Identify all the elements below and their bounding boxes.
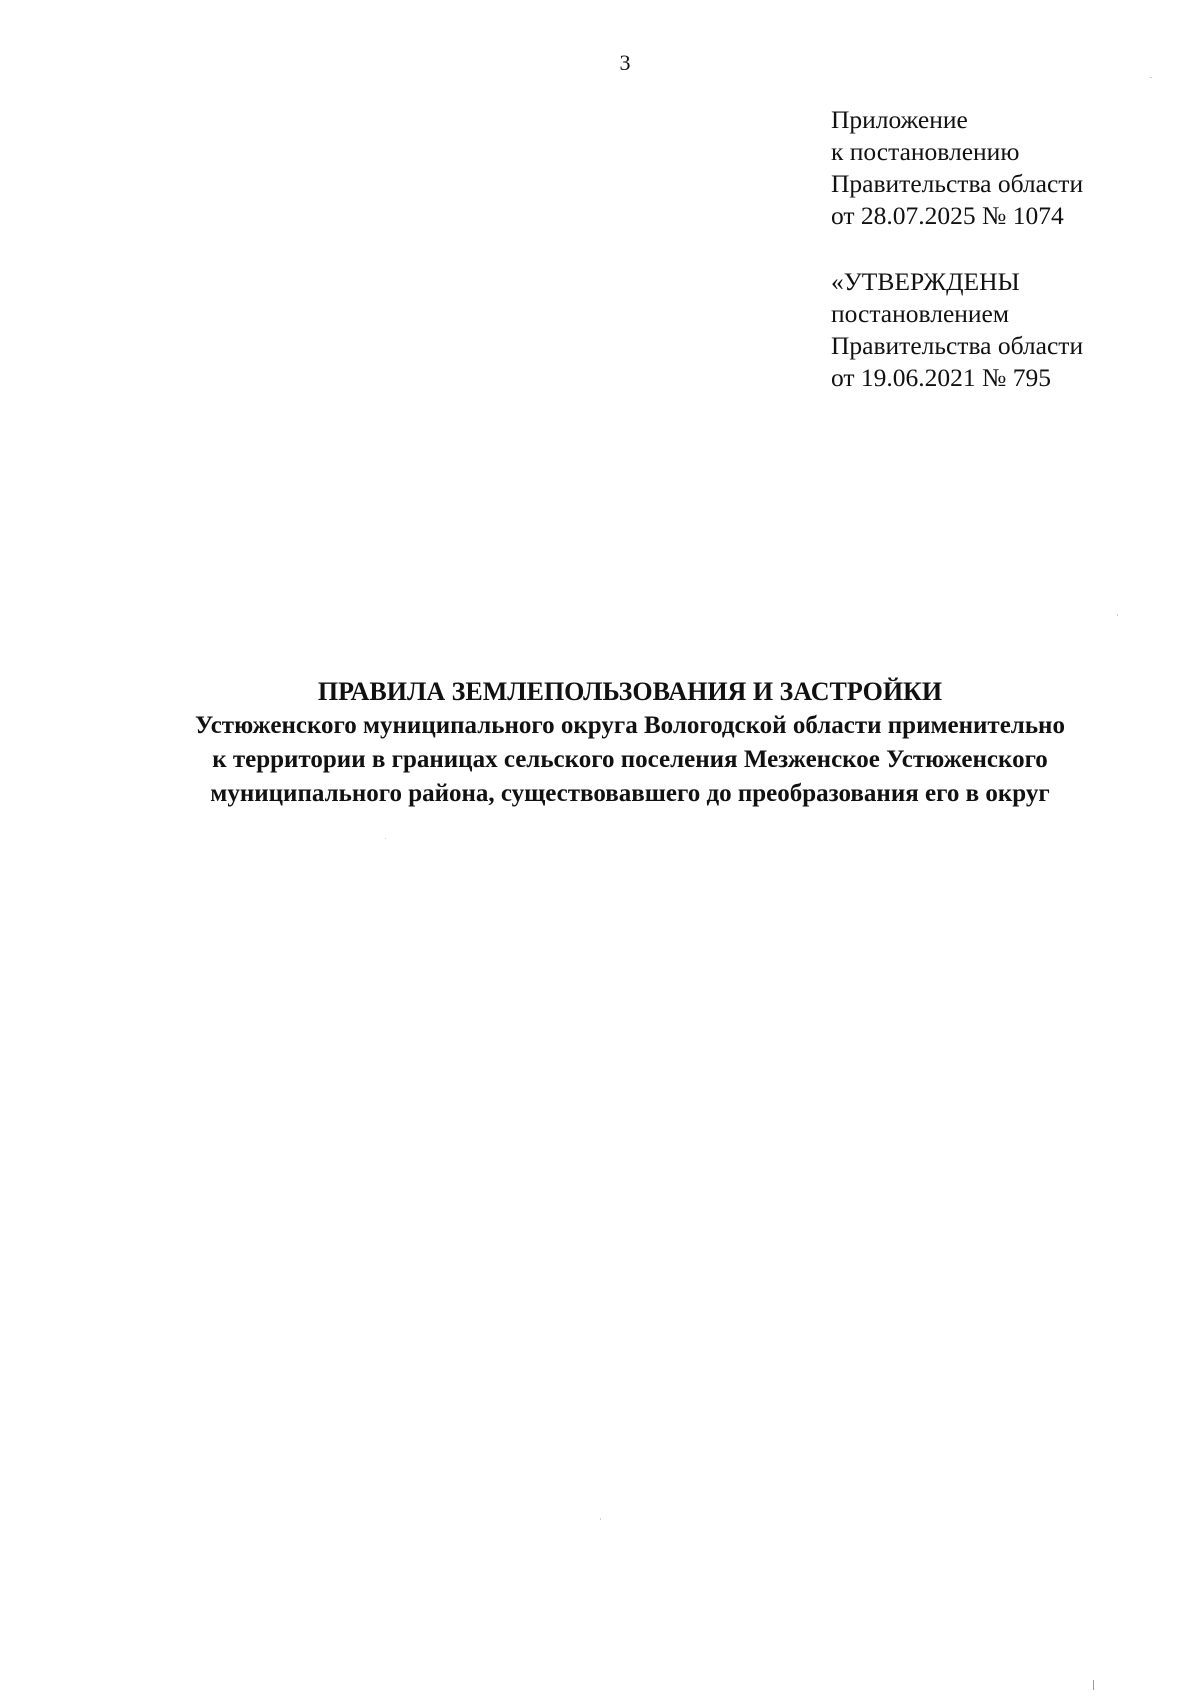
annex-block [831,104,1083,232]
scan-artifact [1117,614,1118,616]
annex-line: от 28.07.2025 № 1074 [831,201,1064,230]
scan-artifact [385,838,386,839]
document-title-block [100,675,1160,811]
page-number: 3 [619,50,631,75]
approval-line: Правительства области [831,331,1084,360]
subtitle-line: Устюженского муниципального округа Вологодской области применительно [195,712,1065,739]
approval-line: «УТВЕРЖДЕНЫ [831,267,1020,296]
subtitle-line: к территории в границах сельского поселения Мезженское Устюженского [212,746,1048,773]
document-heading: ПРАВИЛА ЗЕМЛЕПОЛЬЗОВАНИЯ И ЗАСТРОЙКИ [317,677,943,706]
approval-line: постановлением [831,299,1010,328]
scan-artifact [600,1518,601,1520]
document-subtitle [100,709,1160,811]
scan-artifact [1150,77,1152,78]
annex-line: Правительства области [831,169,1084,198]
annex-line: к постановлению [831,137,1020,166]
approval-line: от 19.06.2021 № 795 [831,363,1052,392]
subtitle-line: муниципального района, существовавшего до преобразования его в округ [210,780,1050,807]
approval-stamp-block [831,266,1083,394]
annex-line: Приложение [831,105,968,134]
scan-artifact [1093,1680,1094,1690]
